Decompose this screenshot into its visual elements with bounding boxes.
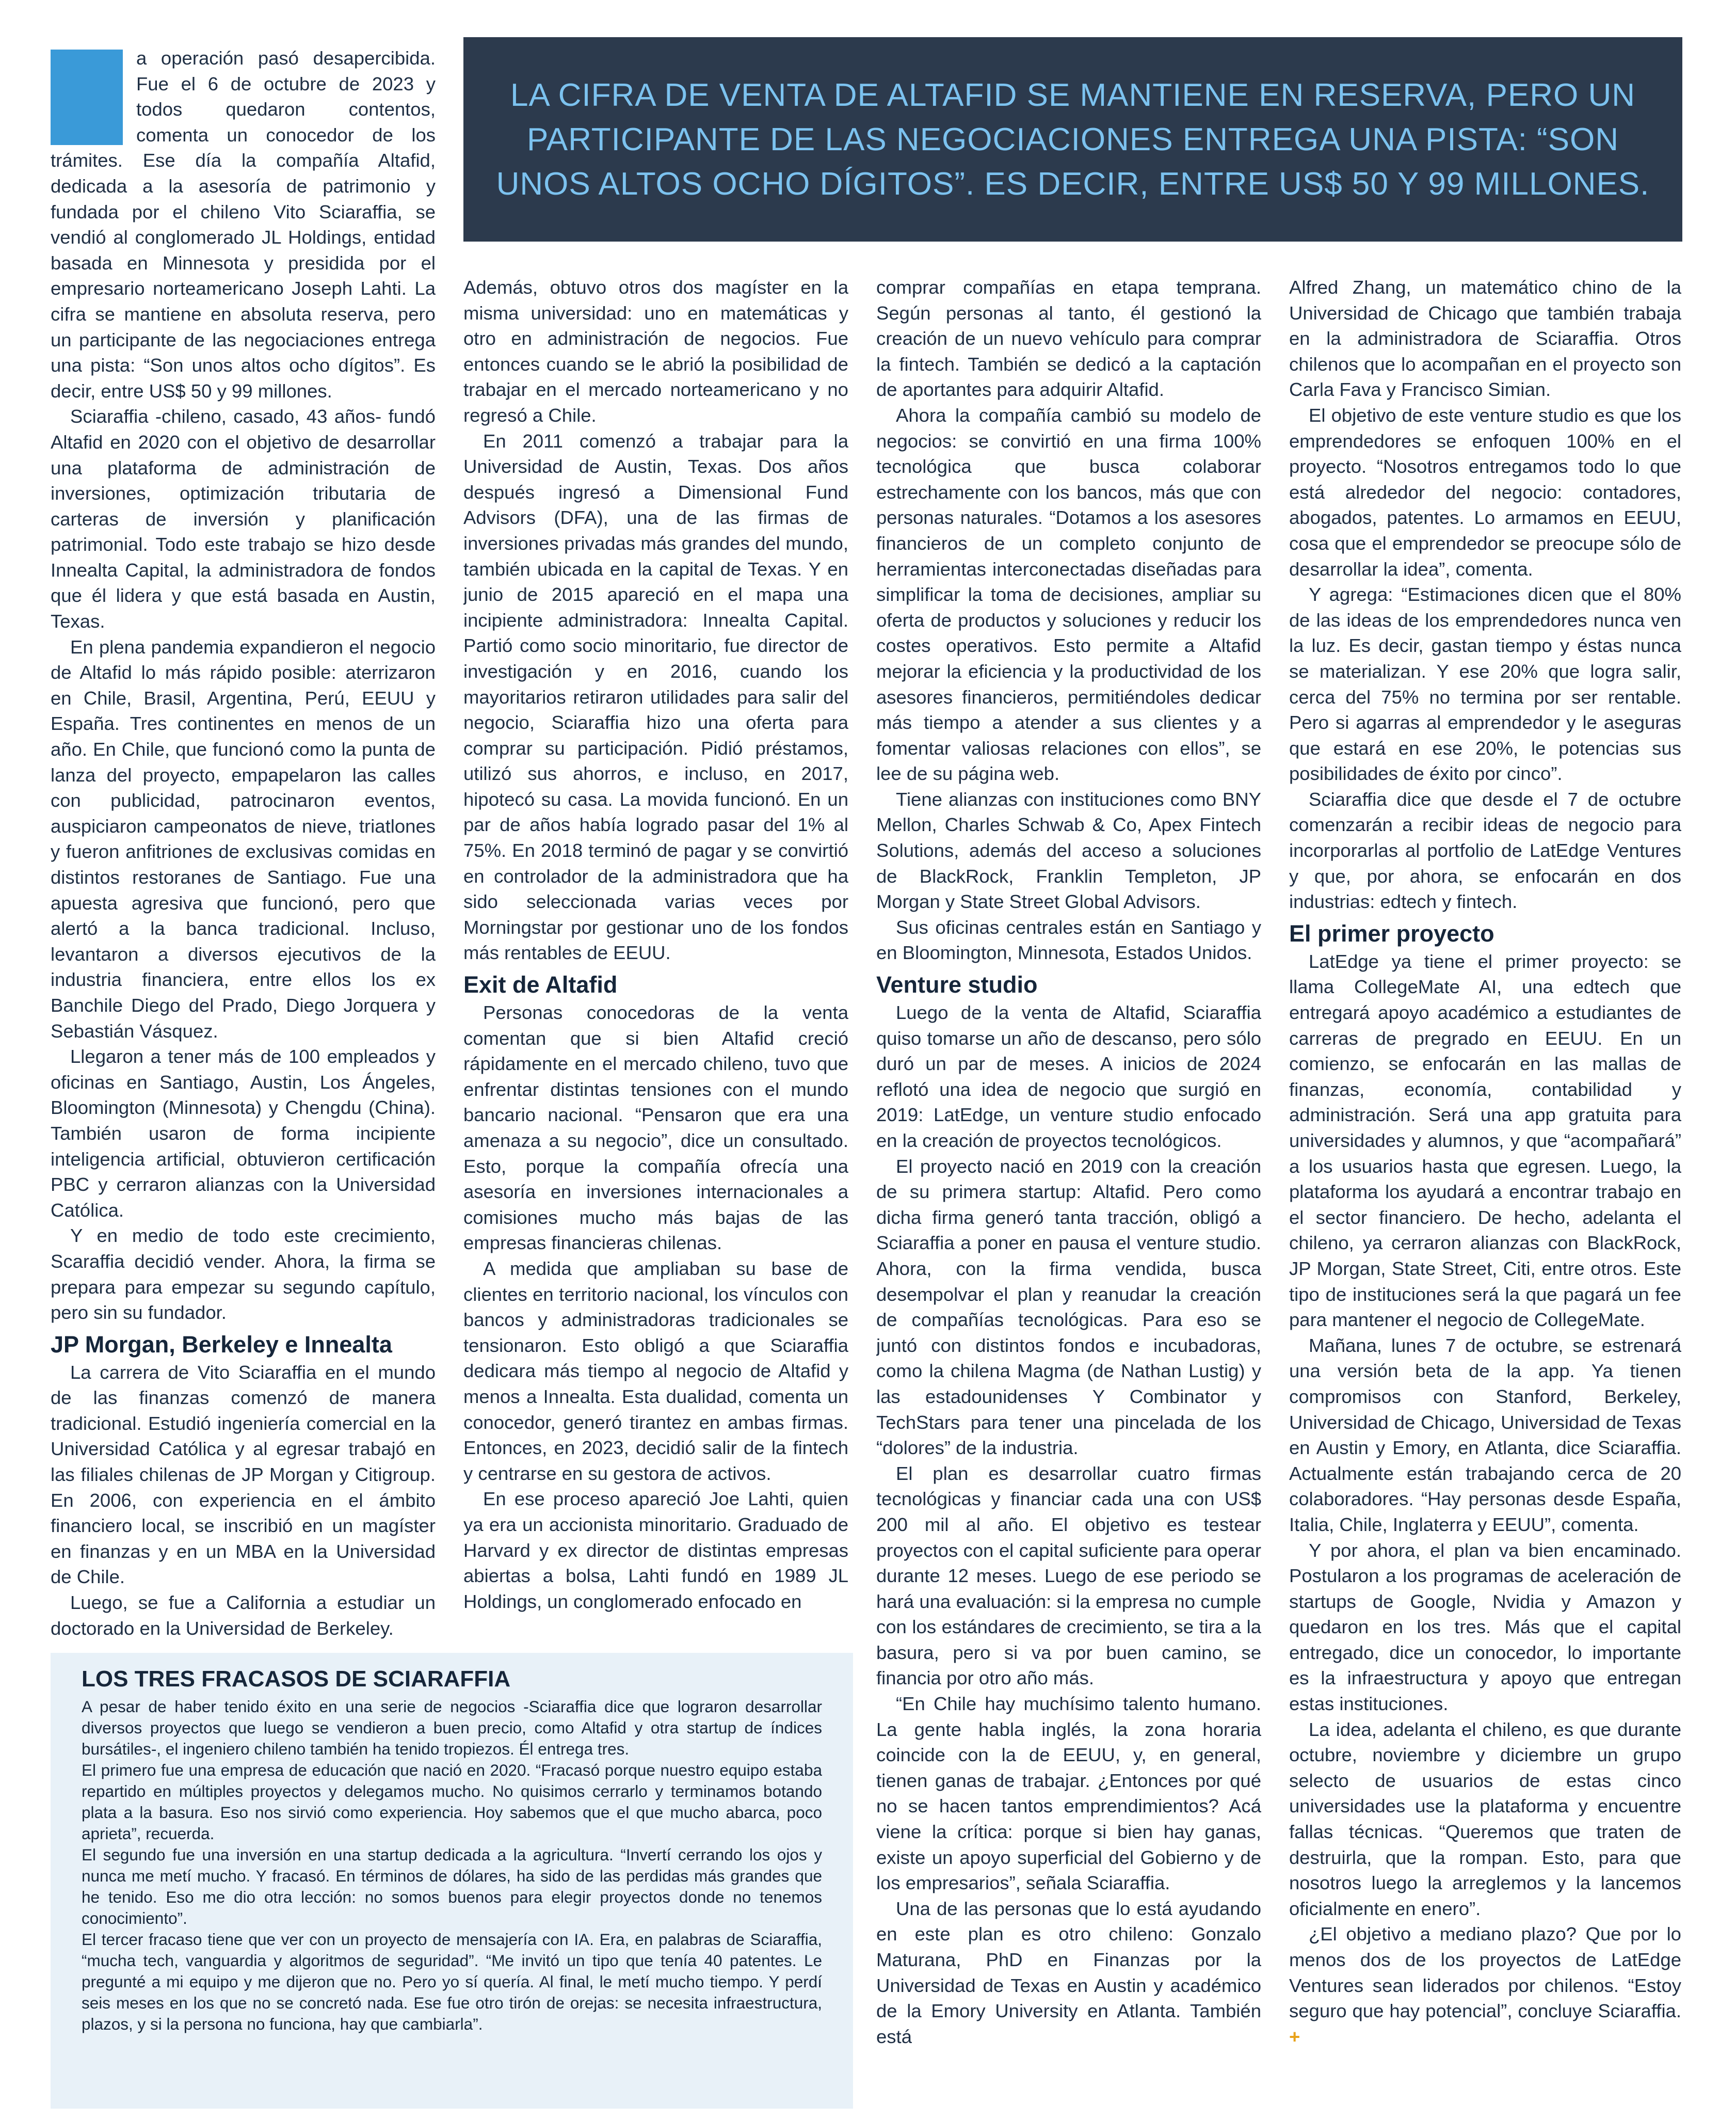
section-heading-primer-proyecto: El primer proyecto [1289,920,1494,947]
paragraph: Sciaraffia dice que desde el 7 de octubre comenzarán a recibir ideas de negocio para incorporarlas al portfolio de LatEdge Ventures y que, por ahora, se enfocarán en dos industrias: edtech y fintech. [1289,788,1681,913]
paragraph: Mañana, lunes 7 de octubre, se estrenará una versión beta de la app. Ya tienen compromisos con Stanford, Berkeley, Universidad de Chicago, Universidad de Texas en Austin y Emory, en Atlanta, dice Sciaraffia. Actualmente están trabajando cerca de 20 colaboradores. “Hay personas desde España, Italia, Chile, Inglaterra y EEUU”, comenta. [1289,1334,1681,1535]
drop-cap [51,50,123,145]
paragraph: En ese proceso apareció Joe Lahti, quien ya era un accionista minoritario. Graduado de Harvard y ex director de distintas empresas abiertas a bolsa, Lahti fundó en 1989 JL Holdings, un conglomerado enfocado en [463,1488,848,1612]
paragraph: Tiene alianzas con instituciones como BNY Mellon, Charles Schwab & Co, Apex Fintech Solutions, además del acceso a soluciones de BlackRock, Franklin Templeton, JP Morgan y State Street Global Advisors. [876,788,1261,913]
sidebar-paragraph: El segundo fue una inversión en una startup dedicada a la agricultura. “Invertí cerrando los ojos y nunca me metí mucho. Y fracasó. En términos de dólares, ha sido de las perdidas más grandes que he tenido. Eso me dio otra lección: no somos buenos para elegir proyectos donde no tenemos conocimiento”. [82,1845,822,1927]
pull-quote-banner [463,37,1682,242]
column-4 [1289,275,1681,2112]
paragraph: LatEdge ya tiene el primer proyecto: se llama CollegeMate AI, una edtech que entregará apoyo académico a estudiantes de carreras de pregrado en EEUU. En un comienzo, se enfocarán en las mallas de finanzas, economía, contabilidad y administración. Será una app gratuita para universidades y alumnos, y que “acompañará” a los usuarios hasta que egresen. Luego, la plataforma los ayudará a encontrar trabajo en el sector financiero. De hecho, adelanta el chileno, ya cerraron alianzas con BlackRock, JP Morgan, State Street, Citi, entre otros. Este tipo de instituciones será la que pagará un fee para mantener el negocio de CollegeMate. [1289,950,1681,1331]
column-3 [876,275,1261,2112]
paragraph: Sciaraffia -chileno, casado, 43 años- fundó Altafid en 2020 con el objetivo de desarrollar una plataforma de administración de inversiones, optimización tributaria de carteras de inversión y planificación patrimonial. Todo este trabajo se hizo desde Innealta Capital, la administradora de fondos que él lidera y que está basada en Austin, Texas. [51,406,436,632]
paragraph: Una de las personas que lo está ayudando en este plan es otro chileno: Gonzalo Maturana, PhD en Finanzas por la Universidad de Texas en Austin y académico de la Emory University en Atlanta. También está [876,1898,1261,2047]
sidebar-paragraph: El primero fue una empresa de educación que nació en 2020. “Fracasó porque nuestro equipo estaba repartido en múltiples proyectos y delegamos mucho. No quisimos cerrarlo y terminamos botando plata a la basura. Eso nos sirvió como experiencia. Hoy sabemos que el que mucho abarca, poco aprieta”, recuerda. [82,1761,822,1843]
paragraph: Llegaron a tener más de 100 empleados y oficinas en Santiago, Austin, Los Ángeles, Bloomington (Minnesota) y Chengdu (China). También usaron de forma incipiente inteligencia artificial, obtuvieron certificación PBC y cerraron alianzas con la Universidad Católica. [51,1046,436,1221]
paragraph: Y por ahora, el plan va bien encaminado. Postularon a los programas de aceleración de startups de Google, Nvidia y Amazon y quedaron en los tres. Más que el capital entregado, dice un conocedor, lo importante es la infraestructura y apoyo que entregan estas instituciones. [1289,1539,1681,1715]
paragraph: Luego de la venta de Altafid, Sciaraffia quiso tomarse un año de descanso, pero sólo duró un par de meses. A inicios de 2024 reflotó una idea de negocio que surgió en 2019: LatEdge, un venture studio enfocado en la creación de proyectos tecnológicos. [876,1002,1261,1151]
section-heading-exit: Exit de Altafid [463,971,618,998]
paragraph: La idea, adelanta el chileno, es que durante octubre, noviembre y diciembre un grupo selecto de usuarios de estas cinco universidades use la plataforma y encuentre fallas técnicas. “Queremos que traten de destruirla, que la rompan. Esto, para que nosotros luego la arreglemos y la lancemos oficialmente en enero”. [1289,1718,1681,1919]
paragraph: La carrera de Vito Sciaraffia en el mundo de las finanzas comenzó de manera tradicional. Estudió ingeniería comercial en la Universidad Católica y al egresar trabajó en las filiales chilenas de JP Morgan y Citigroup. En 2006, con experiencia en el ámbito financiero local, se inscribió en un magíster en finanzas y en un MBA en la Universidad de Chile. [51,1361,436,1588]
paragraph: Y agrega: “Estimaciones dicen que el 80% de las ideas de los emprendedores nunca ven la luz. Es decir, gastan tiempo y éstas nunca se materializan. Y ese 20% que logra salir, cerca del 75% no termina por ser rentable. Pero si agarras al emprendedor y le aseguras que estará en ese 20%, le potencias sus posibilidades de éxito por cinco”. [1289,584,1681,785]
pull-quote-text: LA CIFRA DE VENTA DE ALTAFID SE MANTIENE EN RESERVA, PERO UN PARTICIPANTE DE LAS NEGOCIACIONES ENTREGA UNA PISTA: “SON UNOS ALTOS OCHO DÍGITOS”. ES DECIR, ENTRE US$ 50 Y 99 MILLONES. [496,77,1650,202]
paragraph: En plena pandemia expandieron el negocio de Altafid lo más rápido posible: aterrizaron en Chile, Brasil, Argentina, Perú, EEUU y España. Tres continentes en menos de un año. En Chile, que funcionó como la punta de lanza del proyecto, empapelaron las calles con publicidad, patrocinaron eventos, auspiciaron campeonatos de nieve, triatlones y fueron anfitriones de exclusivas comidas en distintos restoranes de Santiago. Fue una apuesta agresiva que funcionó, pero que alertó a la banca tradicional. Incluso, levantaron a diversos ejecutivos de la industria financiera, entre ellos los ex Banchile Diego del Prado, Diego Jorquera y Sebastián Vásquez. [51,636,436,1042]
paragraph: Personas conocedoras de la venta comentan que si bien Altafid creció rápidamente en el mercado chileno, tuvo que enfrentar distintas tensiones con el mundo bancario nacional. “Pensaron que era una amenaza a su negocio”, dice un consultado. Esto, porque la compañía ofrecía una asesoría en inversiones internacionales a comisiones mucho más bajas de las empresas financieras chilenas. [463,1002,848,1254]
paragraph: Ahora la compañía cambió su modelo de negocios: se convirtió en una firma 100% tecnológica que busca colaborar estrechamente con los bancos, más que con personas naturales. “Dotamos a los asesores financieros de un completo conjunto de herramientas interconectadas diseñadas para simplificar la toma de decisiones, ampliar su oferta de productos y soluciones y reducir los costes operativos. Esto permite a Altafid mejorar la eficiencia y la productividad de los asesores financieros, permitiéndoles dedicar más tiempo a atender a sus clientes y a fomentar valiosas relaciones con ellos”, se lee de su página web. [876,404,1261,785]
paragraph: A medida que ampliaban su base de clientes en territorio nacional, los vínculos con bancos y administradoras tradicionales se tensionaron. Esto obligó a que Sciaraffia dedicara más tiempo al negocio de Altafid y menos a Innealta. Esta dualidad, comenta un conocedor, generó tirantez en ambas firmas. Entonces, en 2023, decidió salir de la fintech y centrarse en su gestora de activos. [463,1257,848,1484]
column-1 [51,45,436,1646]
paragraph: En 2011 comenzó a trabajar para la Universidad de Austin, Texas. Dos años después ingresó a Dimensional Fund Advisors (DFA), una de las firmas de inversiones privadas más grandes del mundo, también ubicada en la capital de Texas. Y en junio de 2015 apareció en el mapa una incipiente administradora: Innealta Capital. Partió como socio minoritario, fue director de investigación y en 2016, cuando los mayoritarios retiraron utilidades para salir del negocio, Sciaraffia hizo una oferta para comprar su participación. Pidió préstamos, utilizó sus ahorros, e incluso, en 2017, hipotecó su casa. La movida funcionó. En un par de años había logrado pasar del 1% al 75%. En 2018 terminó de pagar y se convirtió en controlador de la administradora que ha sido seleccionada varias veces por Morningstar por gestionar uno de los fondos más rentables de EEUU. [463,430,848,964]
sidebar-box [51,1653,853,2109]
sidebar-title: LOS TRES FRACASOS DE SCIARAFFIA [82,1666,511,1692]
paragraph: Luego, se fue a California a estudiar un doctorado en la Universidad de Berkeley. [51,1592,436,1639]
paragraph: El plan es desarrollar cuatro firmas tecnológicas y financiar cada una con US$ 200 mil al año. El objetivo es testear proyectos con el capital suficiente para operar durante 12 meses. Luego de ese periodo se hará una evaluación: si la empresa no cumple con los estándares de crecimiento, se tira a la basura, pero si va por buen camino, se financia por otro año más. [876,1462,1261,1689]
sidebar-paragraph: A pesar de haber tenido éxito en una serie de negocios -Sciaraffia dice que lograron desarrollar diversos proyectos que luego se vendieron a buen precio, como Altafid y otra startup de índices bursátiles-, el ingeniero chileno también ha tenido tropiezos. Él entrega tres. [82,1697,822,1758]
closing-text: ¿El objetivo a mediano plazo? Que por lo menos dos de los proyectos de LatEdge Ventures sean liderados por chilenos. “Estoy seguro que hay potencial”, concluye Sciaraffia. [1289,1923,1681,2022]
lead-paragraph [51,45,436,404]
closing-paragraph [1289,1921,1681,2049]
section-heading-venture-studio: Venture studio [876,971,1038,998]
column-2 [463,275,848,1646]
sidebar-paragraph: El tercer fracaso tiene que ver con un proyecto de mensajería con IA. Era, en palabras de Sciaraffia, “mucha tech, vanguardia y algoritmos de seguridad”. “Me invitó un tipo que tenía 40 patentes. Le pregunté a mi equipo y me dijeron que no. Pero yo sí quería. Al final, le metí mucho tiempo. Y perdí seis meses en los que no se concretó nada. Ese fue otro tirón de orejas: se necesita infraestructura, plazos, y si la persona no funciona, hay que cambiarla”. [82,1930,822,2033]
paragraph: El objetivo de este venture studio es que los emprendedores se enfoquen 100% en el proyecto. “Nosotros entregamos todo lo que está alrededor del negocio: contadores, abogados, patentes. Lo armamos en EEUU, cosa que el emprendedor se preocupe sólo de desarrollar la idea”, comenta. [1289,404,1681,580]
paragraph: Y en medio de todo este crecimiento, Scaraffia decidió vender. Ahora, la firma se prepara para empezar su segundo capítulo, pero sin su fundador. [51,1225,436,1324]
paragraph: comprar compañías en etapa temprana. Según personas al tanto, él gestionó la creación de un nuevo vehículo para comprar la fintech. También se dedicó a la captación de aportantes para adquirir Altafid. [876,277,1261,401]
paragraph: Alfred Zhang, un matemático chino de la Universidad de Chicago que también trabaja en la administradora de Sciaraffia. Otros chilenos que lo acompañan en el proyecto son Carla Fava y Francisco Simian. [1289,277,1681,401]
paragraph: Además, obtuvo otros dos magíster en la misma universidad: uno en matemáticas y otro en administración de negocios. Fue entonces cuando se le abrió la posibilidad de trabajar en el mercado norteamericano y no regresó a Chile. [463,277,848,426]
paragraph: El proyecto nació en 2019 con la creación de su primera startup: Altafid. Pero como dicha firma generó tanta tracción, obligó a Sciaraffia a poner en pausa el venture studio. Ahora, con la firma vendida, busca desempolvar el plan y reanudar la creación de compañías tecnológicas. Para eso se juntó con distintos fondos e incubadoras, como la chilena Magma (de Nathan Lustig) y las estadounidenses Y Combinator y TechStars para tener una pincelada de los “dolores” de la industria. [876,1155,1261,1459]
section-heading-jp-morgan: JP Morgan, Berkeley e Innealta [51,1331,392,1358]
lead-text: a operación pasó desapercibida. Fue el 6 de octubre de 2023 y todos quedaron contentos, comenta un conocedor de los trámites. Ese día la compañía Altafid, dedicada a la asesoría de patrimonio y fundada por el chileno Vito Sciaraffia, se vendió al conglomerado JL Holdings, entidad basada en Minnesota y presidida por el empresario norteamericano Joseph Lahti. La cifra se mantiene en absoluta reserva, pero un participante de las negociaciones entrega una pista: “Son unos altos ocho dígitos”. Es decir, entre US$ 50 y 99 millones. [51,47,436,402]
paragraph: “En Chile hay muchísimo talento humano. La gente habla inglés, la zona horaria coincide con la de EEUU, y, en general, tienen ganas de trabajar. ¿Entonces por qué no se hacen tantos emprendimientos? Acá viene la crítica: porque si bien hay ganas, existe un apoyo superficial del Gobierno y de los empresarios”, señala Sciaraffia. [876,1693,1261,1894]
end-of-article-mark: + [1289,2026,1300,2047]
paragraph: Sus oficinas centrales están en Santiago y en Bloomington, Minnesota, Estados Unidos. [876,916,1261,964]
